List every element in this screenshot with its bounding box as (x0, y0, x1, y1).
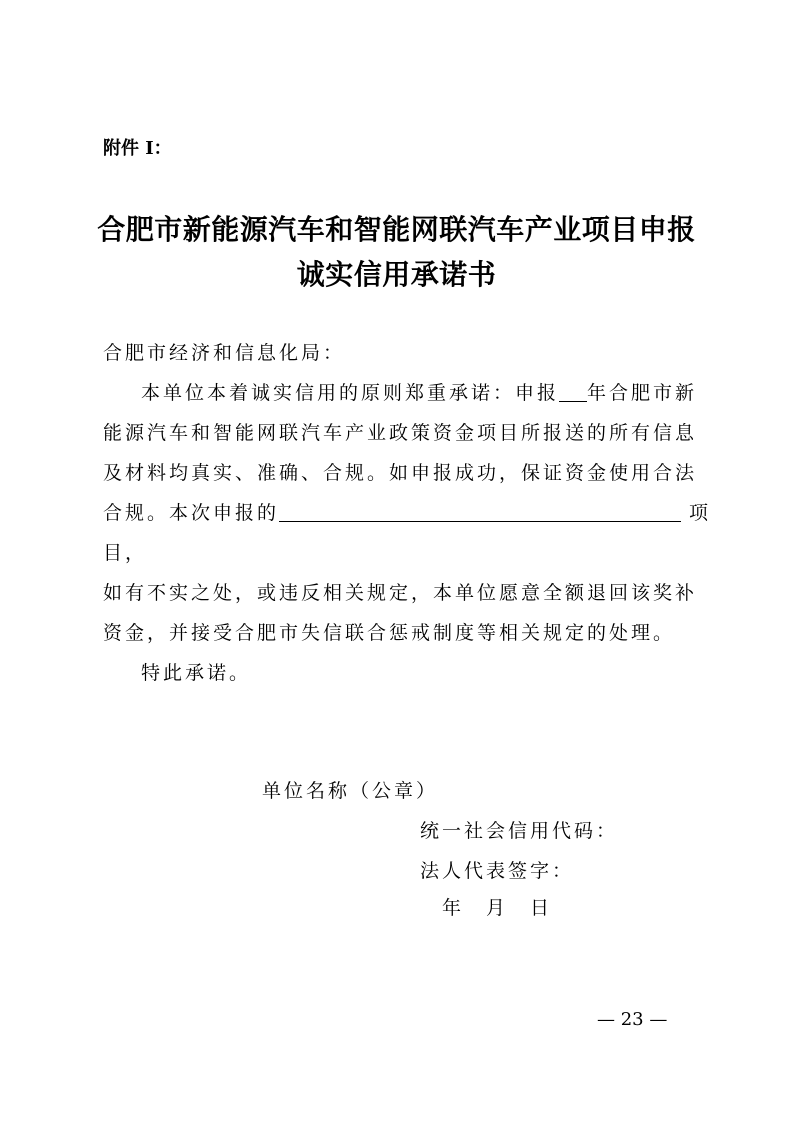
year-blank[interactable] (559, 381, 587, 402)
legal-rep-signature-label: 法人代表签字： (420, 860, 575, 882)
closing-statement: 特此承诺。 (141, 662, 252, 684)
paragraph-1-line-1 (141, 378, 697, 405)
paragraph-1-line-4 (103, 498, 711, 525)
project-name-blank[interactable] (279, 501, 681, 522)
credit-code-label: 统一社会信用代码： (420, 820, 619, 842)
paragraph-1-line-2: 能源汽车和智能网联汽车产业政策资金项目所报送的所有信息 (103, 422, 698, 444)
document-title-line1: 合肥市新能源汽车和智能网联汽车产业项目申报 (97, 213, 696, 246)
page-number: — 23 — (597, 1009, 668, 1030)
paragraph-2-line-1: 如有不实之处，或违反相关规定，本单位愿意全额退回该奖补 (103, 582, 698, 604)
paragraph-1-line-4-suffix: 项 (689, 502, 712, 524)
salutation: 合肥市经济和信息化局： (103, 342, 346, 364)
paragraph-1-text-a: 本单位本着诚实信用的原则郑重承诺：申报 (141, 382, 560, 404)
paragraph-1-line-4-text: 合规。本次申报的 (103, 502, 280, 524)
date-line: 年 月 日 (442, 897, 553, 919)
paragraph-1-text-b: 年合肥市新 (587, 382, 698, 404)
document-title-line2: 诚实信用承诺书 (296, 258, 497, 291)
paragraph-1-line-5: 目， (103, 542, 148, 564)
unit-name-seal: 单位名称（公章） (262, 780, 439, 802)
paragraph-1-line-3: 及材料均真实、准确、合规。如申报成功，保证资金使用合法 (103, 462, 698, 484)
attachment-label: 附件 I： (103, 138, 172, 159)
paragraph-2-line-2: 资金，并接受合肥市失信联合惩戒制度等相关规定的处理。 (103, 622, 676, 644)
